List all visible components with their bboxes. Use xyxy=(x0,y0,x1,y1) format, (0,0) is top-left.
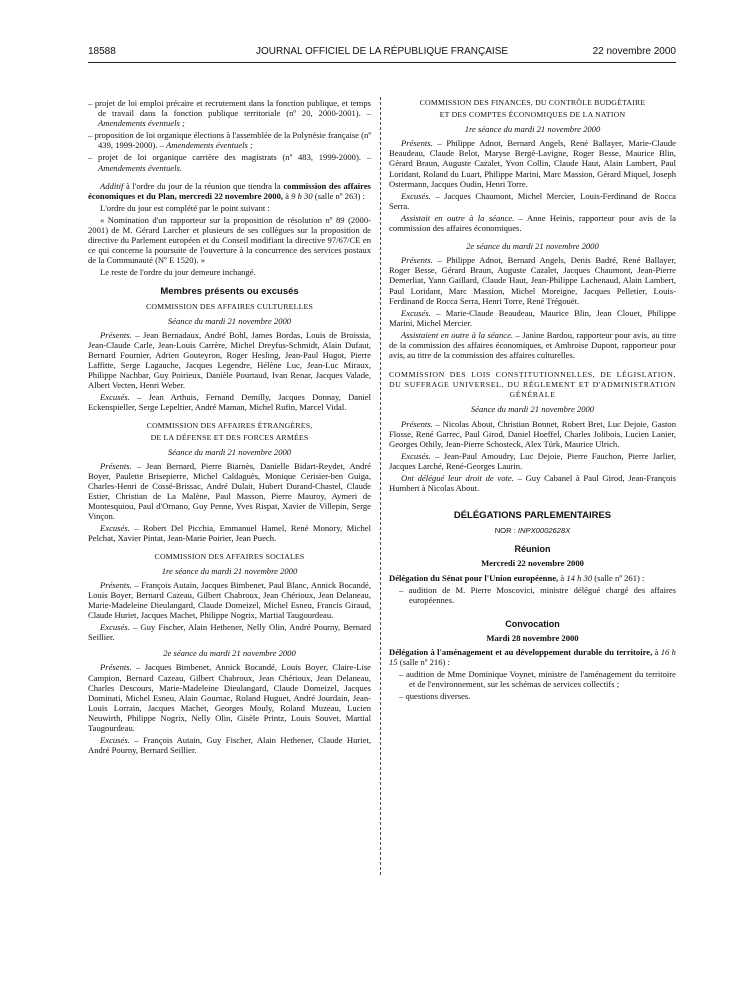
reunion-date: Mercredi 22 novembre 2000 xyxy=(481,558,584,569)
excuses-list: Excusés. – Guy Fischer, Alain Hethener, Nelly Olin, André Pourny, Bernard Seillier. xyxy=(88,622,372,643)
excuses-list: Excusés. – Jean Arthuis, Fernand Demilly, Jacques Donnay, Daniel Eckenspieller, Serge Lepeltier, André Maman, Michel Rufin, Marcel Vidal. xyxy=(88,392,371,413)
issue-date: 22 novembre 2000 xyxy=(592,46,676,57)
assistaient-text: Assistaient en outre à la séance. – Janine Bardou, rapporteur pour avis, au titre de la commission des affaires économiques, et Ambroise Dupont, rapporteur pour avis, au titre de la commission des affaires culturelles. xyxy=(389,329,677,361)
header-rule xyxy=(88,62,676,63)
seance-title: 1re séance du mardi 21 novembre 2000 xyxy=(161,565,298,576)
commission-title-line2: ET DES COMPTES ÉCONOMIQUES DE LA NATION xyxy=(439,110,626,120)
members-heading: Membres présents ou excusés xyxy=(160,285,299,297)
reunion-paragraph: Délégation du Sénat pour l'Union européenne, à 14 h 30 (salle nº 261) : xyxy=(389,572,645,583)
seance-title: 2e séance du mardi 21 novembre 2000 xyxy=(163,648,296,659)
commission-title: COMMISSION DES FINANCES, DU CONTRÔLE BUDGÉTAIRE xyxy=(419,98,646,107)
complement-paragraph: L'ordre du jour est complété par le point suivant : xyxy=(100,202,270,213)
page-header xyxy=(88,46,676,60)
additif-paragraph: Additif à l'ordre du jour de la réunion que tiendra la commission des affaires économiques et du Plan, mercredi 22 novembre 2000, à 9 h 30 (salle nº 263) : xyxy=(88,180,371,201)
commission-title-line2: DE LA DÉFENSE ET DES FORCES ARMÉES xyxy=(150,432,309,442)
convocation-item: – questions diverses. xyxy=(399,691,471,702)
presents-list: Présents. – Jean Bernadaux, André Bohl, James Bordas, Louis de Broissia, Jean-Claude Carle, Jean-Louis Carrère, Michel Dreyfus-Schmidt, Alain Dufaut, Bernard Fournier, Adrien Gouteyron, Roger Hesling, Jean-Paul Hugot, Pierre Laffitte, Serge Lagauche, Jacques Legendre, Hélène Luc, Jean-Luc Miraux, Philippe Nachbar, Guy Poirieux, Danièle Pourtaud, Ivan Renar, Jacques Valade, Albert Vecten, Henri Weber. xyxy=(88,329,372,391)
excuses-list: Excusés. – Robert Del Picchia, Emmanuel Hamel, René Monory, Michel Pelchat, Xavier Pintat, Jean-Marie Poirier, Jean Puech. xyxy=(88,523,372,544)
presents-list: Présents. – Jean Bernard, Pierre Biarnès, Danielle Bidart-Reydet, André Boyer, Paulette Brisepierre, Michel Caldaguès, Monique Cerisier-ben Guiga, Charles-Henri de Cossé-Brissac, André Dulait, Hubert Durand-Chastel, Claude Estier, Christian de La Malène, Paul Masson, Pierre Mauroy, Aymeri de Montesquiou, Paul d'Ornano, Guy Penne, Yves Rispat, Xavier de Villepin, Serge Vinçon. xyxy=(88,460,371,522)
agenda-item: – projet de loi emploi précaire et recrutement dans la fonction publique, et temps de travail dans la fonction publique territoriale (nº 20, 2000-2001). – Amendements éventuels ; xyxy=(88,98,372,129)
delegation-vote: Ont délégué leur droit de vote. – Guy Cabanel à Paul Girod, Jean-François Humbert à Nicolas About. xyxy=(389,473,677,494)
seance-title: Séance du mardi 21 novembre 2000 xyxy=(167,446,292,457)
convocation-heading: Convocation xyxy=(505,618,560,629)
left-column xyxy=(88,98,371,757)
agenda-item: – proposition de loi organique élections à l'assemblée de la Polynésie française (nº 439, 1999-2000). – Amendements éventuels ; xyxy=(88,130,371,151)
excuses-list: Excusés. – François Autain, Guy Fischer, Alain Hethener, Claude Huriet, André Pourny, Bernard Seillier. xyxy=(88,735,372,756)
reunion-heading: Réunion xyxy=(514,544,551,555)
excuses-list: Excusés. – Marie-Claude Beaudeau, Maurice Blin, Jean Clouet, Philippe Marini, Michel Mercier. xyxy=(389,307,676,328)
reunion-item: – audition de M. Pierre Moscovici, ministre délégué chargé des affaires européennes. xyxy=(399,584,676,605)
excuses-list: Excusés. – Jean-Paul Amoudry, Luc Dejoie, Pierre Fauchon, Pierre Jarlier, Jacques Larché, René-Georges Laurin. xyxy=(389,450,676,471)
seance-title: 2e séance du mardi 21 novembre 2000 xyxy=(466,241,599,252)
presents-list: Présents. – Jacques Bimbenet, Annick Bocandé, Louis Boyer, Claire-Lise Campion, Bernard Cazeau, Gilbert Chabroux, Jean Chérioux, Jean Delaneau, Charles Descours, Marie-Madeleine Dieulangard, Claude Domeizel, Jacques Dominati, Michel Esneu, Alain Gournac, Roland Huguet, André Jourdain, Jean-Louis Lorrain, Jacques Machet, Georges Mouly, Roland Muzeau, Lucien Neuwirth, Philippe Nogrix, Nelly Olin, Gisèle Printz, Louis Souvet, Martial Taugourdeau. xyxy=(88,662,371,733)
quote-paragraph: « Nomination d'un rapporteur sur la proposition de résolution nº 89 (2000-2001) de M. Gérard Larcher et plusieurs de ses collègues sur la proposition de directive du Parlement européen et du Conseil modifiant la directive 97/67/CE en ce qui concerne la poursuite de l'ouverture à la concurrence des services postaux de la Communauté (Nº E 1520). » xyxy=(88,214,371,266)
presents-list: Présents. – Nicolas About, Christian Bonnet, Robert Bret, Luc Dejoie, Gaston Flosse, René Garrec, Paul Girod, Daniel Hoeffel, Charles Jolibois, Lucien Lanier, Georges Othily, Jean-Pierre Schosteck, Alex Türk, Maurice Ulrich. xyxy=(389,418,676,449)
seance-title: 1re séance du mardi 21 novembre 2000 xyxy=(464,124,601,135)
page-number: 18588 xyxy=(88,46,116,57)
commission-title: COMMISSION DES AFFAIRES ÉTRANGÈRES, xyxy=(146,420,313,430)
delegations-heading: DÉLÉGATIONS PARLEMENTAIRES xyxy=(453,510,612,522)
column-separator xyxy=(380,97,381,875)
presents-list: Présents. – Philippe Adnot, Bernard Angels, René Ballayer, Marie-Claude Beaudeau, Claude Belot, Maryse Bergé-Lavigne, Roger Besse, Maurice Blin, Gérard Braun, Auguste Cazalet, Yvon Collin, Claude Haut, Alain Lambert, Paul Loridant, Roland du Luart, Philippe Marini, Marc Massion, Gérard Miquel, Joseph Ostermann, Jacques Oudin, Henri Torre. xyxy=(389,138,676,189)
convocation-paragraph: Délégation à l'aménagement et au développement durable du territoire, à 16 h 15 (salle nº 216) : xyxy=(389,647,676,668)
convocation-item: – audition de Mme Dominique Voynet, ministre de l'aménagement du territoire et de l'environnement, sur les schémas de services collectifs ; xyxy=(399,669,676,690)
convocation-date: Mardi 28 novembre 2000 xyxy=(486,632,579,643)
excuses-list: Excusés. – Jacques Chaumont, Michel Mercier, Louis-Ferdinand de Rocca Serra. xyxy=(389,190,676,211)
commission-title: COMMISSION DES AFFAIRES SOCIALES xyxy=(154,551,305,561)
commission-title: COMMISSION DES AFFAIRES CULTURELLES xyxy=(145,301,314,311)
seance-title: Séance du mardi 21 novembre 2000 xyxy=(470,404,595,415)
commission-title: COMMISSION DES LOIS CONSTITUTIONNELLES, DE LÉGISLATION, DU SUFFRAGE UNIVERSEL, DU RÈGLEMENT ET D'ADMINISTRATION GÉNÉRALE xyxy=(389,370,676,400)
agenda-item: – projet de loi organique carrière des magistrats (nº 483, 1999-2000). – Amendements éventuels. xyxy=(88,152,371,173)
journal-title: JOURNAL OFFICIEL DE LA RÉPUBLIQUE FRANÇAISE xyxy=(255,46,509,57)
reste-paragraph: Le reste de l'ordre du jour demeure inchangé. xyxy=(100,267,256,278)
presents-list: Présents. – François Autain, Jacques Bimbenet, Paul Blanc, Annick Bocandé, Louis Boyer, Bernard Cazeau, Gilbert Chabroux, Jean Chérioux, Jean Delaneau, Marie-Madeleine Dieulangard, Claude Domeizel, Michel Esneu, Francis Giraud, Claude Huriet, Jacques Machet, Philippe Nogrix, Martial Taugourdeau. xyxy=(88,579,372,621)
assistait-text: Assistait en outre à la séance. – Anne Heinis, rapporteur pour avis de la commission des affaires économiques. xyxy=(389,212,676,234)
seance-title: Séance du mardi 21 novembre 2000 xyxy=(167,315,292,326)
presents-list: Présents. – Philippe Adnot, Bernard Angels, Denis Badré, René Ballayer, Roger Besse, Gérard Braun, Auguste Cazalet, Jacques Chaumont, Jean-Pierre Demerliat, Yann Gaillard, Claude Haut, Jean-Philippe Lachenaud, Alain Lambert, Paul Loridant, Marc Massion, Michel Moreigne, Jacques Pelletier, Louis-Ferdinand de Rocca Serra, Henri Torre, René Trégouët. xyxy=(389,255,676,306)
right-column xyxy=(389,98,676,704)
nor-reference: NOR : INPX0002628X xyxy=(494,526,571,536)
